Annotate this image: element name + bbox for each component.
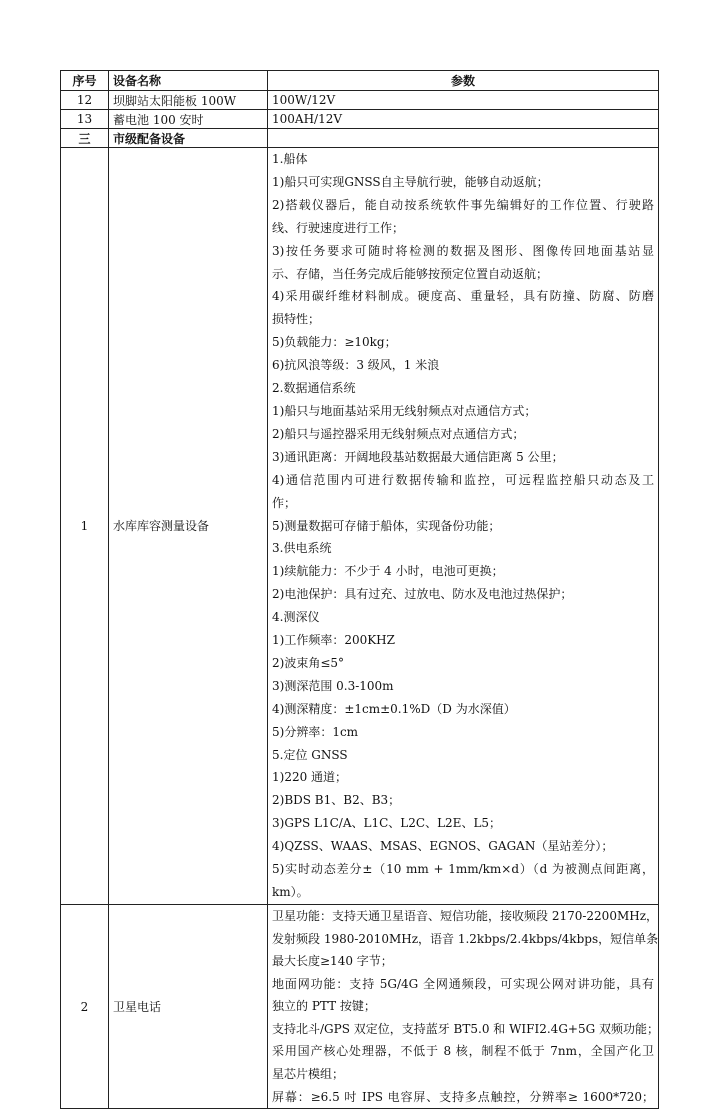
- row-seq: 2: [61, 904, 109, 1108]
- table-row: [61, 148, 659, 905]
- param-line: km）。: [272, 885, 309, 899]
- table-header-row: [61, 71, 659, 91]
- table-row: [61, 91, 659, 110]
- param-line: 支持北斗/GPS 双定位，支持蓝牙 BT5.0 和 WIFI2.4G+5G 双频功能；: [272, 1021, 659, 1036]
- param-line: 示、存储，当任务完成后能够按预定位置自动返航；: [272, 266, 549, 281]
- section-row: [61, 129, 659, 148]
- header-params: 参数: [268, 71, 659, 91]
- param-line: 卫星功能：支持天通卫星语音、短信功能，接收频段 2170-2200MHz，: [272, 908, 659, 923]
- section-name: 市级配备设备: [109, 129, 268, 148]
- param-line: 4)QZSS、WAAS、MSAS、EGNOS、GAGAN（星站差分）；: [272, 839, 614, 854]
- param-line: 5)测量数据可存储于船体，实现备份功能；: [272, 518, 501, 533]
- row-name: 坝脚站太阳能板 100W: [109, 91, 268, 110]
- table-row: [61, 904, 659, 1108]
- param-line: 4)测深精度：±1cm±0.1%D（D 为水深值）: [272, 701, 516, 716]
- row-params: [268, 904, 659, 1108]
- row-name: 水库库容测量设备: [109, 148, 268, 905]
- param-line: 最大长度≥140 字节；: [272, 954, 393, 969]
- param-line: 1)工作频率：200KHZ: [272, 633, 395, 648]
- param-line: 3)GPS L1C/A、L1C、L2C、L2E、L5；: [272, 816, 502, 831]
- param-line: 6)抗风浪等级：3 级风，1 米浪: [272, 358, 440, 373]
- param-lines: [272, 148, 654, 904]
- row-seq: 13: [61, 110, 109, 129]
- section-seq: 三: [61, 129, 109, 148]
- param-line: 2)电池保护：具有过充、过放电、防水及电池过热保护；: [272, 587, 573, 602]
- param-line: 1)续航能力：不少于 4 小时，电池可更换；: [272, 564, 504, 579]
- param-line: 5.定位 GNSS: [272, 747, 348, 762]
- section-empty: [268, 129, 659, 148]
- row-name: 蓄电池 100 安时: [109, 110, 268, 129]
- param-line: 线、行驶速度进行工作；: [272, 220, 405, 235]
- param-line: 5)分辨率：1cm: [272, 724, 359, 739]
- table-row: [61, 110, 659, 129]
- param-line: 3)测深范围 0.3-100m: [272, 678, 394, 693]
- row-name: 卫星电话: [109, 904, 268, 1108]
- param-line: 4.测深仪: [272, 610, 320, 625]
- param-line: 发射频段 1980-2010MHz，语音 1.2kbps/2.4kbps/4kbps，短信单条: [272, 931, 659, 946]
- param-line: 3)按任务要求可随时将检测的数据及图形、图像传回地面基站显: [272, 243, 654, 258]
- param-line: 4)通信范围内可进行数据传输和监控，可远程监控船只动态及工: [272, 472, 654, 487]
- param-line: 2)波束角≤5°: [272, 655, 345, 670]
- param-line: 作；: [272, 495, 297, 510]
- row-params: [268, 148, 659, 905]
- row-params: 100W/12V: [268, 91, 659, 110]
- param-line: 2)搭载仪器后，能自动按系统软件事先编辑好的工作位置、行驶路: [272, 197, 654, 212]
- param-line: 5)实时动态差分±（10 mm + 1mm/km×d）（d 为被测点间距离，: [272, 862, 654, 877]
- row-params: 100AH/12V: [268, 110, 659, 129]
- param-lines: [272, 905, 659, 1108]
- header-seq: 序号: [61, 71, 109, 91]
- param-line: 2.数据通信系统: [272, 381, 356, 396]
- param-line: 星芯片模组；: [272, 1067, 345, 1082]
- param-line: 2)船只与遥控器采用无线射频点对点通信方式；: [272, 426, 525, 441]
- param-line: 采用国产核心处理器，不低于 8 核，制程不低于 7nm，全国产化卫: [272, 1044, 654, 1059]
- param-line: 3.供电系统: [272, 541, 332, 556]
- param-line: 损特性；: [272, 312, 321, 327]
- param-line: 1.船体: [272, 152, 308, 166]
- equipment-parameter-table: [60, 70, 659, 1109]
- param-line: 1)船只与地面基站采用无线射频点对点通信方式；: [272, 403, 537, 418]
- param-line: 5)负载能力：≥10kg；: [272, 335, 397, 350]
- param-line: 独立的 PTT 按键；: [272, 999, 376, 1014]
- row-seq: 12: [61, 91, 109, 110]
- header-name: 设备名称: [109, 71, 268, 91]
- param-line: 屏幕：≥6.5 吋 IPS 电容屏、支持多点触控，分辨率≥ 1600*720；: [272, 1089, 654, 1104]
- param-line: 2)BDS B1、B2、B3；: [272, 793, 401, 808]
- param-line: 4)采用碳纤维材料制成。硬度高、重量轻，具有防撞、防腐、防磨: [272, 289, 654, 304]
- param-line: 1)220 通道；: [272, 770, 348, 785]
- param-line: 地面网功能：支持 5G/4G 全网通频段，可实现公网对讲功能，具有: [272, 976, 654, 991]
- param-line: 1)船只可实现GNSS自主导航行驶，能够自动返航；: [272, 174, 549, 189]
- param-line: 3)通讯距离：开阔地段基站数据最大通信距离 5 公里；: [272, 449, 564, 464]
- row-seq: 1: [61, 148, 109, 905]
